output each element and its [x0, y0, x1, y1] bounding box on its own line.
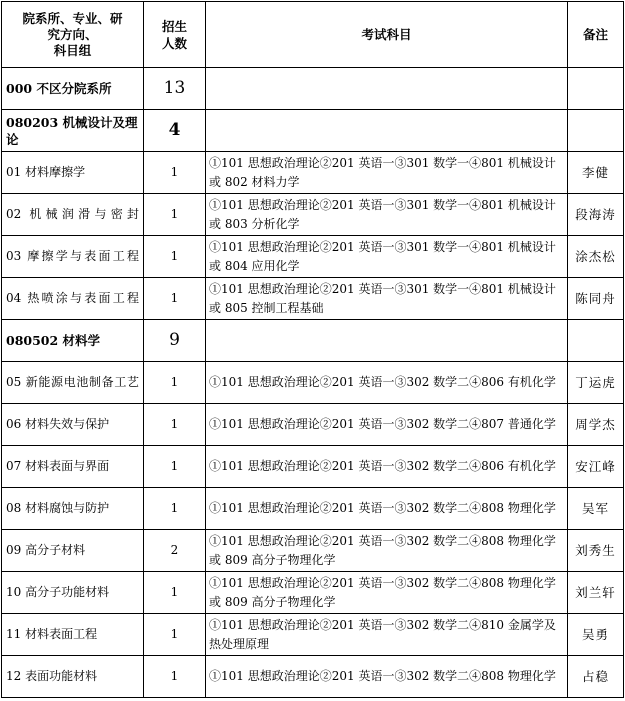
- program-subjects: ①101 思想政治理论②201 英语一③302 数学二④808 物理化学或 809 高分子物理化学: [206, 572, 568, 614]
- table-row: [2, 530, 624, 572]
- program-name: 10 高分子功能材料: [2, 572, 144, 614]
- program-subjects: ①101 思想政治理论②201 英语一③302 数学二④806 有机化学: [206, 446, 568, 488]
- program-advisor: 安江峰: [568, 446, 624, 488]
- group-count: 9: [144, 320, 206, 362]
- header-row: [2, 2, 624, 68]
- program-name: 01 材料摩擦学: [2, 152, 144, 194]
- header-department-line1: 院系所、专业、研: [22, 10, 123, 26]
- table-row: [2, 236, 624, 278]
- group-name: 080203 机械设计及理论: [2, 110, 144, 152]
- program-name: 03 摩擦学与表面工程: [2, 236, 144, 278]
- program-name: 06 材料失效与保护: [2, 404, 144, 446]
- header-count-line2: 人数: [161, 35, 187, 51]
- program-subjects: ①101 思想政治理论②201 英语一③301 数学一④801 机械设计或 805 控制工程基础: [206, 278, 568, 320]
- program-count: 1: [144, 404, 206, 446]
- program-subjects: ①101 思想政治理论②201 英语一③301 数学一④801 机械设计或 803 分析化学: [206, 194, 568, 236]
- program-advisor: 吴军: [568, 488, 624, 530]
- group-row-materials-science: [2, 320, 624, 362]
- program-name: 02 机械润滑与密封: [2, 194, 144, 236]
- header-count: [144, 2, 206, 68]
- program-count: 1: [144, 152, 206, 194]
- program-name: 09 高分子材料: [2, 530, 144, 572]
- header-subjects: 考试科目: [206, 2, 568, 68]
- program-count: 1: [144, 488, 206, 530]
- group-advisor-empty: [568, 68, 624, 110]
- header-department: [2, 2, 144, 68]
- program-subjects: ①101 思想政治理论②201 英语一③301 数学一④801 机械设计或 804 应用化学: [206, 236, 568, 278]
- program-count: 1: [144, 656, 206, 698]
- program-count: 1: [144, 362, 206, 404]
- group-subjects-empty: [206, 68, 568, 110]
- table-row: [2, 194, 624, 236]
- table-row: [2, 404, 624, 446]
- program-name: 04 热喷涂与表面工程: [2, 278, 144, 320]
- group-row-all-departments: [2, 68, 624, 110]
- program-subjects: ①101 思想政治理论②201 英语一③302 数学二④808 物理化学: [206, 488, 568, 530]
- table-row: [2, 614, 624, 656]
- program-name: 12 表面功能材料: [2, 656, 144, 698]
- group-advisor-empty: [568, 110, 624, 152]
- table-row: [2, 656, 624, 698]
- program-name: 05 新能源电池制备工艺: [2, 362, 144, 404]
- group-row-mechanical-design: [2, 110, 624, 152]
- group-subjects-empty: [206, 110, 568, 152]
- program-advisor: 陈同舟: [568, 278, 624, 320]
- group-count: 4: [144, 110, 206, 152]
- table-row: [2, 572, 624, 614]
- program-subjects: ①101 思想政治理论②201 英语一③302 数学二④808 物理化学或 809 高分子物理化学: [206, 530, 568, 572]
- group-name: 080502 材料学: [2, 320, 144, 362]
- program-advisor: 丁运虎: [568, 362, 624, 404]
- program-count: 1: [144, 194, 206, 236]
- program-advisor: 周学杰: [568, 404, 624, 446]
- table-row: [2, 362, 624, 404]
- program-count: 1: [144, 572, 206, 614]
- program-advisor: 刘秀生: [568, 530, 624, 572]
- table-row: [2, 488, 624, 530]
- program-name: 07 材料表面与界面: [2, 446, 144, 488]
- program-count: 1: [144, 236, 206, 278]
- program-subjects: ①101 思想政治理论②201 英语一③301 数学一④801 机械设计或 802 材料力学: [206, 152, 568, 194]
- group-advisor-empty: [568, 320, 624, 362]
- program-advisor: 刘兰轩: [568, 572, 624, 614]
- group-subjects-empty: [206, 320, 568, 362]
- program-count: 2: [144, 530, 206, 572]
- program-advisor: 吴勇: [568, 614, 624, 656]
- program-advisor: 李健: [568, 152, 624, 194]
- table-row: [2, 446, 624, 488]
- program-count: 1: [144, 278, 206, 320]
- header-advisor: 备注: [568, 2, 624, 68]
- program-subjects: ①101 思想政治理论②201 英语一③302 数学二④807 普通化学: [206, 404, 568, 446]
- program-name: 11 材料表面工程: [2, 614, 144, 656]
- program-subjects: ①101 思想政治理论②201 英语一③302 数学二④808 物理化学: [206, 656, 568, 698]
- table-row: [2, 152, 624, 194]
- program-subjects: ①101 思想政治理论②201 英语一③302 数学二④810 金属学及热处理原理: [206, 614, 568, 656]
- program-count: 1: [144, 614, 206, 656]
- program-advisor: 涂杰松: [568, 236, 624, 278]
- program-name: 08 材料腐蚀与防护: [2, 488, 144, 530]
- header-count-line1: 招生: [161, 18, 187, 34]
- program-advisor: 段海涛: [568, 194, 624, 236]
- group-name: 000 不区分院系所: [2, 68, 144, 110]
- group-count: 13: [144, 68, 206, 110]
- program-subjects: ①101 思想政治理论②201 英语一③302 数学二④806 有机化学: [206, 362, 568, 404]
- header-department-line2: 究方向、: [47, 26, 98, 42]
- admissions-table: [1, 1, 624, 698]
- header-department-line3: 科目组: [53, 42, 92, 58]
- table-row: [2, 278, 624, 320]
- program-advisor: 占稳: [568, 656, 624, 698]
- program-count: 1: [144, 446, 206, 488]
